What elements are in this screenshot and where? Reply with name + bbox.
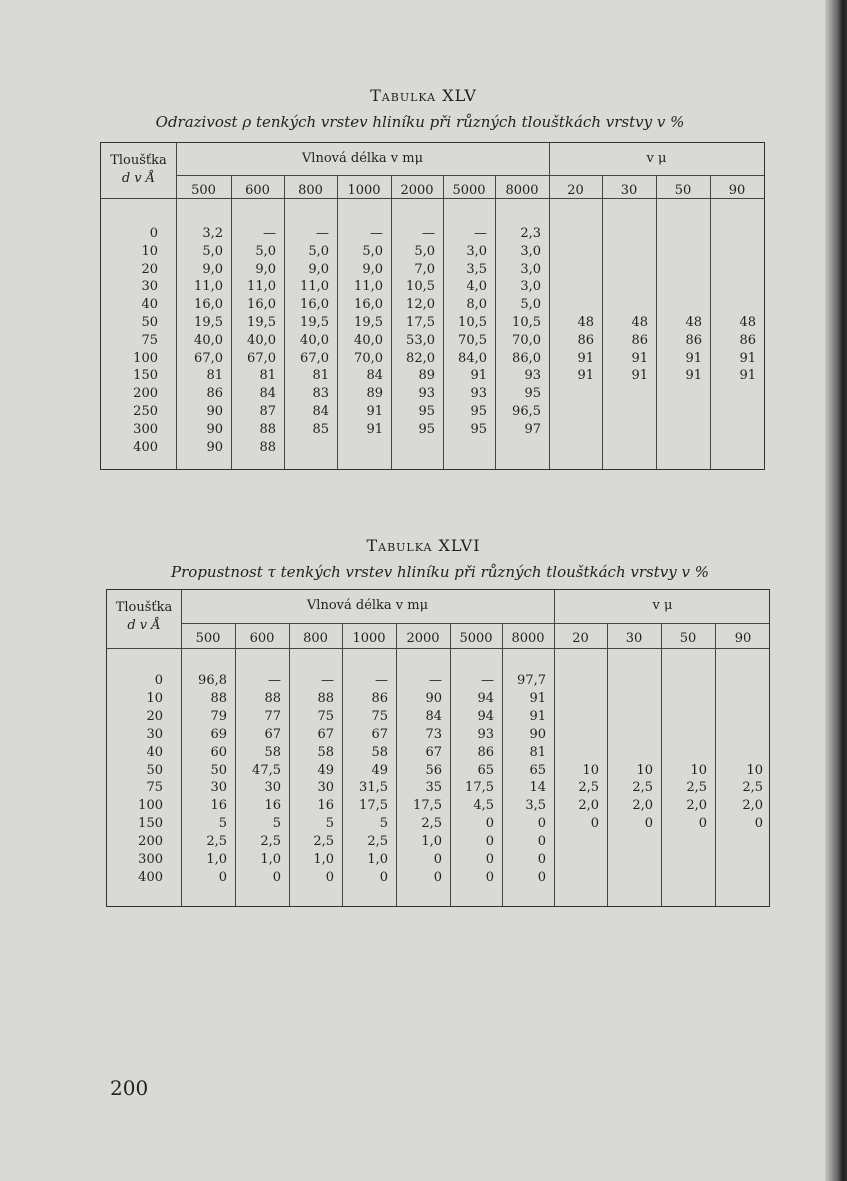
- table-cell: 10: [690, 762, 707, 778]
- table-cell: 95: [418, 421, 435, 437]
- table-cell: 90: [206, 404, 223, 419]
- table-cell: 10: [746, 762, 763, 778]
- column-header: 30: [625, 631, 643, 646]
- column-header: 20: [572, 631, 589, 646]
- table-cell: 81: [312, 368, 329, 384]
- table-cell: 84: [425, 708, 442, 724]
- table-cell: 67: [425, 744, 442, 760]
- table-cell: —: [316, 226, 329, 241]
- table-cell: 81: [259, 368, 276, 384]
- table-cell: 5: [218, 816, 227, 832]
- column-header: 90: [734, 631, 752, 646]
- table-cell: 4,5: [473, 798, 494, 814]
- table-cell: 95: [418, 404, 435, 419]
- table-cell: 48: [577, 315, 594, 330]
- table-cell: 48: [685, 315, 702, 330]
- page-binding-edge: [825, 0, 847, 1181]
- table-cell: 49: [371, 762, 388, 778]
- table-row-thickness: 250: [133, 404, 158, 419]
- table-cell: 0: [218, 869, 227, 885]
- table-cell: 3,0: [520, 261, 541, 277]
- table-cell: 16,0: [300, 297, 329, 313]
- table-cell: 75: [317, 708, 334, 724]
- column-header: 30: [620, 183, 638, 198]
- table-cell: 16,0: [247, 297, 276, 313]
- column-header: 8000: [505, 183, 539, 198]
- table-cell: 86,0: [512, 350, 541, 366]
- table-cell: 93: [524, 368, 541, 384]
- table-cell: 0: [590, 816, 599, 832]
- table-row-thickness: 300: [138, 852, 163, 867]
- table-cell: 16,0: [354, 297, 383, 313]
- table-row-thickness: 300: [133, 421, 158, 437]
- table-cell: 0: [537, 869, 546, 885]
- table-cell: 40,0: [194, 332, 223, 348]
- table-cell: 88: [317, 690, 334, 706]
- table-cell: 91: [685, 368, 702, 384]
- table-cell: 84: [259, 386, 276, 402]
- table-cell: 9,0: [255, 261, 276, 277]
- table-cell: 8,0: [466, 297, 487, 313]
- table-cell: 17,5: [413, 798, 442, 814]
- table-cell: 70,0: [512, 332, 541, 348]
- table-cell: 91: [577, 350, 594, 366]
- table-cell: 10,5: [512, 315, 541, 330]
- table-cell: 5,0: [202, 243, 223, 259]
- table-cell: 17,5: [465, 780, 494, 796]
- table-cell: 90: [425, 690, 442, 706]
- table-cell: 48: [739, 315, 756, 330]
- table-cell: 5,0: [414, 243, 435, 259]
- table-cell: 49: [317, 762, 334, 778]
- table-cell: 12,0: [406, 297, 435, 313]
- table-cell: 16: [264, 798, 281, 814]
- table-title: Odrazivost ρ tenkých vrstev hliníku při různých tlouštkách vrstvy v %: [155, 113, 685, 131]
- table-cell: 9,0: [202, 261, 223, 277]
- table-cell: 0: [433, 852, 442, 867]
- table-cell: 5: [272, 816, 281, 832]
- table-cell: 2,5: [367, 834, 388, 850]
- table-cell: 58: [371, 744, 388, 760]
- table-cell: 30: [210, 780, 227, 796]
- table-cell: 95: [470, 404, 487, 419]
- table-cell: 0: [272, 869, 281, 885]
- table-cell: 19,5: [194, 315, 223, 330]
- table-cell: 40,0: [247, 332, 276, 348]
- row-header-unit: d v Å: [121, 171, 156, 186]
- table-cell: 83: [312, 386, 329, 402]
- table-cell: 0: [698, 816, 707, 832]
- table-cell: 88: [259, 421, 276, 437]
- table-cell: 17,5: [406, 315, 435, 330]
- table-cell: 30: [264, 780, 281, 796]
- table-cell: 17,5: [359, 798, 388, 814]
- table-row-thickness: 200: [138, 834, 163, 850]
- row-header: Tloušťka: [110, 153, 167, 168]
- table-cell: 5: [379, 816, 388, 832]
- table-cell: 82,0: [406, 350, 435, 366]
- table-cell: 2,5: [260, 834, 281, 850]
- table-cell: 9,0: [362, 261, 383, 277]
- table-cell: 2,5: [313, 834, 334, 850]
- table-cell: 84: [366, 368, 383, 384]
- group-rule: [181, 623, 769, 624]
- table-row-thickness: 50: [146, 762, 163, 778]
- column-header: 5000: [452, 183, 486, 198]
- table-cell: 2,0: [578, 798, 599, 814]
- table-cell: 91: [631, 350, 648, 366]
- table-cell: 91: [366, 421, 383, 437]
- column-header: 90: [728, 183, 746, 198]
- table-cell: 86: [631, 332, 648, 348]
- table-cell: 31,5: [359, 780, 388, 796]
- column-header: 50: [674, 183, 692, 198]
- table-cell: —: [321, 673, 334, 688]
- table-cell: 5: [325, 816, 334, 832]
- table-cell: 90: [529, 726, 546, 742]
- table-cell: —: [375, 673, 388, 688]
- table-cell: 65: [529, 762, 546, 778]
- column-header: 1000: [352, 631, 386, 646]
- table-cell: 3,5: [525, 798, 546, 814]
- table-cell: 73: [425, 726, 442, 742]
- table-cell: 16: [317, 798, 334, 814]
- table-cell: 95: [524, 386, 541, 402]
- table-cell: 67,0: [194, 350, 223, 366]
- table-cell: 81: [206, 368, 223, 384]
- table-cell: 91: [470, 368, 487, 384]
- table-row-thickness: 0: [149, 226, 158, 241]
- table-cell: 91: [685, 350, 702, 366]
- table-cell: 19,5: [247, 315, 276, 330]
- table-cell: 30: [317, 780, 334, 796]
- table-cell: 67,0: [247, 350, 276, 366]
- table-cell: —: [422, 226, 435, 241]
- table-cell: 19,5: [354, 315, 383, 330]
- table-cell: 89: [366, 386, 383, 402]
- table-cell: 58: [264, 744, 281, 760]
- table-cell: 1,0: [260, 852, 281, 867]
- table-cell: 91: [529, 690, 546, 706]
- table-cell: 2,5: [686, 780, 707, 796]
- table-cell: 11,0: [354, 279, 383, 295]
- table-row-thickness: 150: [138, 816, 163, 832]
- table-cell: 3,0: [466, 243, 487, 259]
- table-cell: 91: [739, 368, 756, 384]
- table-cell: 75: [371, 708, 388, 724]
- table-row-thickness: 0: [154, 673, 163, 688]
- table-cell: 88: [264, 690, 281, 706]
- table-cell: 81: [529, 744, 546, 760]
- header-rule: [107, 648, 769, 649]
- table-cell: 90: [206, 421, 223, 437]
- table-cell: 2,5: [421, 816, 442, 832]
- table-cell: 2,5: [206, 834, 227, 850]
- table-cell: 9,0: [308, 261, 329, 277]
- table-row-thickness: 20: [146, 708, 163, 724]
- table-cell: 94: [477, 708, 494, 724]
- table-cell: 4,0: [466, 279, 487, 295]
- table-cell: 86: [477, 744, 494, 760]
- table-row-thickness: 30: [146, 726, 163, 742]
- table-cell: 94: [477, 690, 494, 706]
- table-cell: 90: [206, 439, 223, 455]
- column-header: 2000: [406, 631, 440, 646]
- table-cell: 16: [210, 798, 227, 814]
- table-cell: 40,0: [354, 332, 383, 348]
- table-cell: 56: [425, 762, 442, 778]
- table-cell: 0: [485, 834, 494, 850]
- table-cell: 14: [529, 780, 546, 796]
- table-cell: 5,0: [255, 243, 276, 259]
- table-cell: 19,5: [300, 315, 329, 330]
- column-rule: [549, 143, 550, 469]
- table-cell: 77: [264, 708, 281, 724]
- table-cell: 84,0: [458, 350, 487, 366]
- table-cell: 5,0: [308, 243, 329, 259]
- table-cell: 91: [529, 708, 546, 724]
- table-cell: 48: [631, 315, 648, 330]
- table-row-thickness: 100: [133, 350, 158, 366]
- table-cell: 47,5: [252, 762, 281, 778]
- table-cell: —: [481, 673, 494, 688]
- table-cell: 0: [485, 816, 494, 832]
- table-label: Tabulka XLV: [370, 86, 477, 105]
- table-cell: 67: [264, 726, 281, 742]
- table-cell: 91: [577, 368, 594, 384]
- table-cell: 79: [210, 708, 227, 724]
- table-cell: 0: [325, 869, 334, 885]
- table-cell: 93: [418, 386, 435, 402]
- table-cell: 0: [485, 869, 494, 885]
- page-number: 200: [110, 1076, 149, 1100]
- table-cell: 85: [312, 421, 329, 437]
- table-cell: 91: [739, 350, 756, 366]
- table-label: Tabulka XLVI: [366, 536, 481, 555]
- column-rule: [554, 590, 555, 906]
- table-cell: 86: [739, 332, 756, 348]
- table-cell: 10,5: [458, 315, 487, 330]
- table-cell: 11,0: [247, 279, 276, 295]
- table-cell: 10: [636, 762, 653, 778]
- header-rule: [101, 198, 764, 199]
- table-cell: 3,2: [202, 226, 223, 241]
- table-cell: 95: [470, 421, 487, 437]
- table-cell: 10,5: [406, 279, 435, 295]
- column-header: 5000: [459, 631, 493, 646]
- table-cell: 3,5: [466, 261, 487, 277]
- table-cell: 97: [524, 421, 541, 437]
- group-rule: [176, 175, 764, 176]
- group-header-mmu: Vlnová délka v mμ: [306, 598, 429, 613]
- table-cell: 88: [210, 690, 227, 706]
- group-header-mu: v μ: [652, 598, 673, 613]
- table-cell: 2,0: [686, 798, 707, 814]
- table-row-thickness: 100: [138, 798, 163, 814]
- table-cell: 35: [425, 780, 442, 796]
- table-cell: —: [474, 226, 487, 241]
- table-cell: 0: [537, 834, 546, 850]
- table-row-thickness: 20: [141, 261, 158, 277]
- table-cell: 91: [366, 404, 383, 419]
- transmittance-table: [106, 589, 770, 907]
- table-cell: 65: [477, 762, 494, 778]
- table-row-thickness: 200: [133, 386, 158, 402]
- table-cell: 16,0: [194, 297, 223, 313]
- table-cell: 60: [210, 744, 227, 760]
- table-title: Propustnost τ tenkých vrstev hliníku při různých tlouštkách vrstvy v %: [171, 563, 709, 581]
- column-header: 500: [191, 183, 216, 198]
- table-cell: 7,0: [414, 261, 435, 277]
- column-header: 2000: [400, 183, 434, 198]
- table-cell: 0: [644, 816, 653, 832]
- table-cell: 40,0: [300, 332, 329, 348]
- table-cell: 67,0: [300, 350, 329, 366]
- table-cell: —: [370, 226, 383, 241]
- table-row-thickness: 40: [141, 297, 158, 313]
- table-cell: 11,0: [194, 279, 223, 295]
- column-header: 800: [298, 183, 323, 198]
- column-header: 8000: [511, 631, 545, 646]
- table-row-thickness: 50: [141, 315, 158, 330]
- table-row-thickness: 400: [133, 439, 158, 455]
- table-cell: 10: [582, 762, 599, 778]
- table-cell: 3,0: [520, 243, 541, 259]
- table-cell: 58: [317, 744, 334, 760]
- table-cell: 91: [631, 368, 648, 384]
- table-cell: 0: [379, 869, 388, 885]
- table-row-thickness: 75: [146, 780, 163, 796]
- table-cell: 5,0: [520, 297, 541, 313]
- table-cell: 53,0: [406, 332, 435, 348]
- table-cell: —: [268, 673, 281, 688]
- row-header: Tloušťka: [115, 600, 173, 615]
- group-header-mu: v μ: [646, 151, 667, 166]
- table-cell: 88: [259, 439, 276, 455]
- table-cell: 67: [317, 726, 334, 742]
- table-cell: 93: [470, 386, 487, 402]
- table-row-thickness: 40: [146, 744, 163, 760]
- table-row-thickness: 400: [138, 869, 163, 885]
- table-cell: 96,5: [512, 404, 541, 419]
- table-cell: 67: [371, 726, 388, 742]
- row-header-unit: d v Å: [127, 618, 161, 633]
- column-header: 500: [195, 631, 221, 646]
- table-cell: 0: [485, 852, 494, 867]
- table-cell: 87: [259, 404, 276, 419]
- table-cell: 2,5: [578, 780, 599, 796]
- column-header: 600: [249, 631, 275, 646]
- table-cell: 2,3: [520, 226, 541, 241]
- table-cell: 1,0: [367, 852, 388, 867]
- column-header: 50: [679, 631, 697, 646]
- reflectance-table: [100, 142, 765, 470]
- table-cell: 69: [210, 726, 227, 742]
- table-cell: 93: [477, 726, 494, 742]
- table-row-thickness: 150: [133, 368, 158, 384]
- table-row-thickness: 10: [146, 690, 163, 706]
- table-cell: 2,0: [742, 798, 763, 814]
- column-header: 20: [567, 183, 584, 198]
- table-cell: 2,0: [632, 798, 653, 814]
- table-cell: 11,0: [300, 279, 329, 295]
- table-cell: 50: [210, 762, 227, 778]
- table-cell: 5,0: [362, 243, 383, 259]
- group-header-mmu: Vlnová délka v mμ: [301, 151, 424, 166]
- table-cell: 70,0: [354, 350, 383, 366]
- table-cell: 86: [685, 332, 702, 348]
- table-cell: 2,5: [632, 780, 653, 796]
- column-header: 800: [303, 631, 328, 646]
- table-cell: 0: [537, 816, 546, 832]
- table-cell: 96,8: [198, 673, 227, 688]
- table-cell: 0: [537, 852, 546, 867]
- table-cell: 84: [312, 404, 329, 419]
- table-cell: 1,0: [313, 852, 334, 867]
- table-row-thickness: 10: [141, 243, 158, 259]
- table-row-thickness: 75: [141, 332, 158, 348]
- table-cell: —: [429, 673, 442, 688]
- table-cell: 3,0: [520, 279, 541, 295]
- table-cell: 86: [577, 332, 594, 348]
- table-cell: 2,5: [742, 780, 763, 796]
- table-cell: 97,7: [517, 673, 546, 688]
- table-cell: 86: [206, 386, 223, 402]
- table-row-thickness: 30: [141, 279, 158, 295]
- column-header: 600: [245, 183, 270, 198]
- table-cell: 89: [418, 368, 435, 384]
- table-cell: 0: [433, 869, 442, 885]
- table-cell: 1,0: [206, 852, 227, 867]
- table-cell: —: [263, 226, 276, 241]
- table-cell: 86: [371, 690, 388, 706]
- table-cell: 70,5: [458, 332, 487, 348]
- table-cell: 0: [754, 816, 763, 832]
- column-header: 1000: [347, 183, 381, 198]
- table-cell: 1,0: [421, 834, 442, 850]
